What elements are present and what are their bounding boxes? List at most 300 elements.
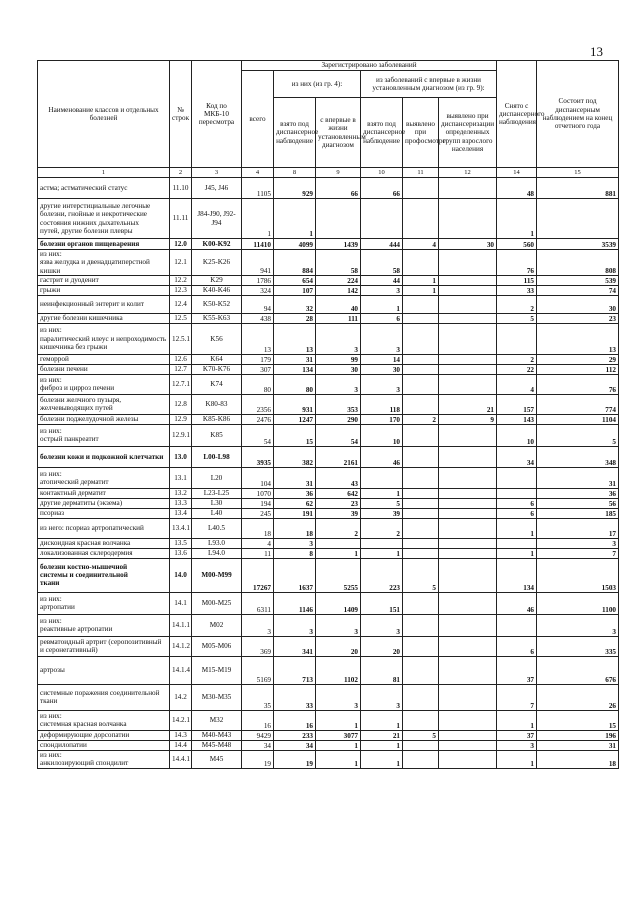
col-number: 9 bbox=[316, 168, 361, 178]
cell-c15: 1503 bbox=[537, 558, 619, 592]
table-row bbox=[38, 374, 619, 394]
cell-c11 bbox=[403, 467, 439, 488]
cell-c10: 170 bbox=[361, 414, 403, 424]
cell-c10: 10 bbox=[361, 424, 403, 446]
row-name: гастрит и дуоденит bbox=[38, 275, 170, 285]
table-row bbox=[38, 750, 619, 768]
table-row bbox=[38, 414, 619, 424]
cell-c14: 134 bbox=[497, 558, 537, 592]
cell-c11 bbox=[403, 518, 439, 538]
row-name: из них: фиброз и цирроз печени bbox=[38, 374, 170, 394]
cell-c8: 34 bbox=[274, 740, 316, 750]
cell-c14: 5 bbox=[497, 313, 537, 323]
header-registered: Зарегистрировано заболеваний bbox=[242, 61, 497, 71]
cell-c9 bbox=[316, 538, 361, 548]
cell-c11 bbox=[403, 295, 439, 313]
cell-c8: 8 bbox=[274, 548, 316, 558]
row-number: 14.1.2 bbox=[170, 636, 192, 656]
cell-c12 bbox=[439, 592, 497, 614]
cell-c9: 1 bbox=[316, 750, 361, 768]
cell-c14: 1 bbox=[497, 518, 537, 538]
cell-c9: 3077 bbox=[316, 730, 361, 740]
cell-c12 bbox=[439, 730, 497, 740]
cell-c10: 118 bbox=[361, 394, 403, 414]
cell-c12 bbox=[439, 684, 497, 710]
cell-c12 bbox=[439, 548, 497, 558]
cell-c14: 2 bbox=[497, 354, 537, 364]
disease-table bbox=[37, 60, 619, 769]
cell-c15: 774 bbox=[537, 394, 619, 414]
row-code: L40 bbox=[192, 508, 242, 518]
cell-c11 bbox=[403, 508, 439, 518]
cell-c8: 13 bbox=[274, 323, 316, 354]
cell-c11 bbox=[403, 750, 439, 768]
cell-c12 bbox=[439, 508, 497, 518]
cell-c11 bbox=[403, 498, 439, 508]
row-number: 13.4.1 bbox=[170, 518, 192, 538]
cell-c9: 2 bbox=[316, 518, 361, 538]
row-number: 12.4 bbox=[170, 295, 192, 313]
cell-c11 bbox=[403, 636, 439, 656]
row-name: грыжи bbox=[38, 285, 170, 295]
row-name: болезни желчного пузыря, желчевыводящих путей bbox=[38, 394, 170, 414]
cell-c11 bbox=[403, 354, 439, 364]
cell-c14 bbox=[497, 323, 537, 354]
cell-c10: 223 bbox=[361, 558, 403, 592]
row-name: из них: паралитический илеус и непроходимость кишечника без грыжи bbox=[38, 323, 170, 354]
table-row bbox=[38, 364, 619, 374]
row-number: 12.3 bbox=[170, 285, 192, 295]
header-of-them: из них (из гр. 4): bbox=[274, 71, 361, 98]
cell-c8: 1146 bbox=[274, 592, 316, 614]
row-number: 12.5.1 bbox=[170, 323, 192, 354]
row-number: 14.1.1 bbox=[170, 614, 192, 636]
cell-total: 3 bbox=[242, 614, 274, 636]
cell-c8: 107 bbox=[274, 285, 316, 295]
row-number: 12.0 bbox=[170, 239, 192, 250]
row-number: 14.2.1 bbox=[170, 710, 192, 730]
cell-c12 bbox=[439, 488, 497, 498]
header-row-no: № строк bbox=[170, 61, 192, 168]
cell-c12: 9 bbox=[439, 414, 497, 424]
row-number: 14.0 bbox=[170, 558, 192, 592]
cell-c12 bbox=[439, 313, 497, 323]
row-code: K85 bbox=[192, 424, 242, 446]
row-name: астма; астматический статус bbox=[38, 178, 170, 199]
cell-c15: 5 bbox=[537, 424, 619, 446]
cell-total: 324 bbox=[242, 285, 274, 295]
cell-c9: 224 bbox=[316, 275, 361, 285]
cell-c15: 1104 bbox=[537, 414, 619, 424]
cell-c10: 20 bbox=[361, 636, 403, 656]
header-first-time: из заболеваний с впервые в жизни установленным диагнозом (из гр. 9): bbox=[361, 71, 497, 98]
row-name: из них: анкилозирующий спондилит bbox=[38, 750, 170, 768]
row-name: ревматоидный артрит (серопозитивный и серонегативный) bbox=[38, 636, 170, 656]
cell-c10: 3 bbox=[361, 285, 403, 295]
table-row bbox=[38, 354, 619, 364]
row-name: из них: артропатии bbox=[38, 592, 170, 614]
cell-c8: 36 bbox=[274, 488, 316, 498]
row-code: M05-M06 bbox=[192, 636, 242, 656]
table-row bbox=[38, 239, 619, 250]
cell-c9: 1 bbox=[316, 710, 361, 730]
row-number: 13.0 bbox=[170, 446, 192, 467]
table-row bbox=[38, 558, 619, 592]
cell-c10: 6 bbox=[361, 313, 403, 323]
cell-c10: 81 bbox=[361, 656, 403, 684]
table-row bbox=[38, 250, 619, 276]
table-row bbox=[38, 275, 619, 285]
header-disp-taken2: взято под диспансерное наблюдение bbox=[361, 98, 403, 168]
table-row bbox=[38, 636, 619, 656]
cell-total: 6311 bbox=[242, 592, 274, 614]
cell-total: 80 bbox=[242, 374, 274, 394]
cell-c9 bbox=[316, 199, 361, 239]
cell-c12 bbox=[439, 275, 497, 285]
col-number: 4 bbox=[242, 168, 274, 178]
cell-c15: 3 bbox=[537, 538, 619, 548]
col-number: 8 bbox=[274, 168, 316, 178]
cell-c8: 28 bbox=[274, 313, 316, 323]
cell-c14: 1 bbox=[497, 548, 537, 558]
cell-c15: 31 bbox=[537, 740, 619, 750]
cell-total: 4 bbox=[242, 538, 274, 548]
cell-c8: 929 bbox=[274, 178, 316, 199]
cell-c8: 654 bbox=[274, 275, 316, 285]
cell-c12 bbox=[439, 285, 497, 295]
cell-c12 bbox=[439, 656, 497, 684]
row-name: другие болезни кишечника bbox=[38, 313, 170, 323]
cell-c8: 1 bbox=[274, 199, 316, 239]
cell-c9: 290 bbox=[316, 414, 361, 424]
cell-c11: 5 bbox=[403, 730, 439, 740]
column-numbers-row bbox=[38, 168, 619, 178]
cell-c8: 191 bbox=[274, 508, 316, 518]
cell-total: 11 bbox=[242, 548, 274, 558]
row-code: M45 bbox=[192, 750, 242, 768]
table-row bbox=[38, 323, 619, 354]
cell-c14: 115 bbox=[497, 275, 537, 285]
cell-c8: 31 bbox=[274, 467, 316, 488]
row-number: 14.1.4 bbox=[170, 656, 192, 684]
cell-c11 bbox=[403, 684, 439, 710]
cell-c12 bbox=[439, 354, 497, 364]
cell-c9: 111 bbox=[316, 313, 361, 323]
cell-c10: 21 bbox=[361, 730, 403, 740]
cell-c14: 6 bbox=[497, 498, 537, 508]
table-row bbox=[38, 684, 619, 710]
header-removed: Снято с диспансерного наблюдения bbox=[497, 61, 537, 168]
cell-c8: 62 bbox=[274, 498, 316, 508]
cell-c10: 66 bbox=[361, 178, 403, 199]
cell-c9: 1 bbox=[316, 740, 361, 750]
cell-c8: 1247 bbox=[274, 414, 316, 424]
row-number: 12.2 bbox=[170, 275, 192, 285]
cell-c8: 233 bbox=[274, 730, 316, 740]
cell-c14: 6 bbox=[497, 508, 537, 518]
cell-total: 54 bbox=[242, 424, 274, 446]
cell-c9: 1102 bbox=[316, 656, 361, 684]
cell-c15: 7 bbox=[537, 548, 619, 558]
col-number: 10 bbox=[361, 168, 403, 178]
row-code: K85-K86 bbox=[192, 414, 242, 424]
row-name: из них: системная красная волчанка bbox=[38, 710, 170, 730]
cell-c14: 34 bbox=[497, 446, 537, 467]
cell-c12: 30 bbox=[439, 239, 497, 250]
row-number: 13.6 bbox=[170, 548, 192, 558]
cell-c11 bbox=[403, 394, 439, 414]
cell-c14 bbox=[497, 488, 537, 498]
cell-c10: 1 bbox=[361, 740, 403, 750]
cell-c10: 39 bbox=[361, 508, 403, 518]
table-row bbox=[38, 313, 619, 323]
row-code: K40-K46 bbox=[192, 285, 242, 295]
row-number: 12.9.1 bbox=[170, 424, 192, 446]
table-row bbox=[38, 295, 619, 313]
cell-total: 2356 bbox=[242, 394, 274, 414]
cell-c14: 560 bbox=[497, 239, 537, 250]
cell-c8: 3 bbox=[274, 538, 316, 548]
table-row bbox=[38, 199, 619, 239]
cell-c10: 44 bbox=[361, 275, 403, 285]
header-found-disp: выявлено при диспансеризации определенных групп взрослого населения bbox=[439, 98, 497, 168]
cell-total: 194 bbox=[242, 498, 274, 508]
cell-c14: 1 bbox=[497, 710, 537, 730]
cell-c12 bbox=[439, 295, 497, 313]
row-number: 11.10 bbox=[170, 178, 192, 199]
header-name: Наименование классов и отдельных болезней bbox=[38, 61, 170, 168]
cell-c10 bbox=[361, 467, 403, 488]
header-disp-taken: взято под диспансерное наблюдение bbox=[274, 98, 316, 168]
row-name: болезни печени bbox=[38, 364, 170, 374]
table-row bbox=[38, 740, 619, 750]
cell-c9: 1439 bbox=[316, 239, 361, 250]
cell-total: 11410 bbox=[242, 239, 274, 250]
row-code: K80-83 bbox=[192, 394, 242, 414]
col-number: 1 bbox=[38, 168, 170, 178]
cell-c14: 76 bbox=[497, 250, 537, 276]
row-number: 12.7 bbox=[170, 364, 192, 374]
row-code: M00-M99 bbox=[192, 558, 242, 592]
col-number: 3 bbox=[192, 168, 242, 178]
cell-c15: 112 bbox=[537, 364, 619, 374]
row-number: 13.1 bbox=[170, 467, 192, 488]
table-row bbox=[38, 178, 619, 199]
table-row bbox=[38, 518, 619, 538]
row-code: M00-M25 bbox=[192, 592, 242, 614]
cell-c8: 19 bbox=[274, 750, 316, 768]
cell-c14: 143 bbox=[497, 414, 537, 424]
cell-c14: 48 bbox=[497, 178, 537, 199]
cell-c10: 1 bbox=[361, 488, 403, 498]
cell-total: 2476 bbox=[242, 414, 274, 424]
cell-c15: 3 bbox=[537, 614, 619, 636]
cell-c8: 931 bbox=[274, 394, 316, 414]
cell-c8: 382 bbox=[274, 446, 316, 467]
cell-c11 bbox=[403, 488, 439, 498]
row-number: 14.2 bbox=[170, 684, 192, 710]
cell-c14: 2 bbox=[497, 295, 537, 313]
cell-c15: 196 bbox=[537, 730, 619, 740]
cell-c15: 74 bbox=[537, 285, 619, 295]
cell-c8: 1637 bbox=[274, 558, 316, 592]
header-found-prof: выявлено при профосмотре bbox=[403, 98, 439, 168]
cell-total: 94 bbox=[242, 295, 274, 313]
row-name: болезни поджелудочной железы bbox=[38, 414, 170, 424]
cell-c15: 26 bbox=[537, 684, 619, 710]
table-row bbox=[38, 548, 619, 558]
row-number: 14.3 bbox=[170, 730, 192, 740]
cell-c8: 80 bbox=[274, 374, 316, 394]
cell-c14: 33 bbox=[497, 285, 537, 295]
cell-total: 1105 bbox=[242, 178, 274, 199]
row-code: J84-J90, J92-J94 bbox=[192, 199, 242, 239]
cell-total: 9429 bbox=[242, 730, 274, 740]
cell-c15: 36 bbox=[537, 488, 619, 498]
table-row bbox=[38, 498, 619, 508]
row-code: M15-M19 bbox=[192, 656, 242, 684]
cell-c11 bbox=[403, 313, 439, 323]
row-number: 12.9 bbox=[170, 414, 192, 424]
col-number: 11 bbox=[403, 168, 439, 178]
cell-c11: 1 bbox=[403, 275, 439, 285]
cell-c10: 444 bbox=[361, 239, 403, 250]
cell-c11 bbox=[403, 614, 439, 636]
row-name: локализованная склеродермия bbox=[38, 548, 170, 558]
cell-c9: 142 bbox=[316, 285, 361, 295]
cell-c11 bbox=[403, 710, 439, 730]
cell-total: 18 bbox=[242, 518, 274, 538]
cell-c12 bbox=[439, 199, 497, 239]
row-number: 14.4.1 bbox=[170, 750, 192, 768]
cell-c10: 3 bbox=[361, 323, 403, 354]
cell-c10 bbox=[361, 538, 403, 548]
col-number: 2 bbox=[170, 168, 192, 178]
cell-c11 bbox=[403, 250, 439, 276]
cell-c10: 2 bbox=[361, 518, 403, 538]
table-row bbox=[38, 508, 619, 518]
cell-c14: 46 bbox=[497, 592, 537, 614]
cell-c11 bbox=[403, 446, 439, 467]
cell-c12 bbox=[439, 250, 497, 276]
header-consist: Состоит под диспансерным наблюдением на конец отчетного года bbox=[537, 61, 619, 168]
cell-total: 13 bbox=[242, 323, 274, 354]
cell-c11 bbox=[403, 323, 439, 354]
cell-c14: 1 bbox=[497, 750, 537, 768]
cell-c10: 3 bbox=[361, 374, 403, 394]
row-number: 11.11 bbox=[170, 199, 192, 239]
row-code: L40.5 bbox=[192, 518, 242, 538]
row-code: K25-K26 bbox=[192, 250, 242, 276]
cell-c12 bbox=[439, 446, 497, 467]
cell-c8: 134 bbox=[274, 364, 316, 374]
col-number: 12 bbox=[439, 168, 497, 178]
cell-total: 179 bbox=[242, 354, 274, 364]
cell-c8: 884 bbox=[274, 250, 316, 276]
cell-c11 bbox=[403, 538, 439, 548]
cell-c15: 17 bbox=[537, 518, 619, 538]
cell-c15: 76 bbox=[537, 374, 619, 394]
table-row bbox=[38, 285, 619, 295]
cell-c10: 30 bbox=[361, 364, 403, 374]
cell-c15: 1100 bbox=[537, 592, 619, 614]
cell-c14: 22 bbox=[497, 364, 537, 374]
cell-c9: 54 bbox=[316, 424, 361, 446]
cell-c8: 16 bbox=[274, 710, 316, 730]
cell-c9: 3 bbox=[316, 374, 361, 394]
cell-c12 bbox=[439, 750, 497, 768]
row-code: L93.0 bbox=[192, 538, 242, 548]
cell-c15: 15 bbox=[537, 710, 619, 730]
row-code: L94.0 bbox=[192, 548, 242, 558]
row-name: деформирующие дорсопатии bbox=[38, 730, 170, 740]
cell-c15: 676 bbox=[537, 656, 619, 684]
cell-c11: 5 bbox=[403, 558, 439, 592]
cell-c9: 642 bbox=[316, 488, 361, 498]
row-name: из них: язва желудка и двенадцатиперстной кишки bbox=[38, 250, 170, 276]
row-number: 14.4 bbox=[170, 740, 192, 750]
row-code: J45, J46 bbox=[192, 178, 242, 199]
cell-c9: 23 bbox=[316, 498, 361, 508]
cell-c9: 3 bbox=[316, 614, 361, 636]
cell-c11 bbox=[403, 548, 439, 558]
cell-c15: 335 bbox=[537, 636, 619, 656]
cell-total: 16 bbox=[242, 710, 274, 730]
cell-c15: 808 bbox=[537, 250, 619, 276]
row-name: из них: атопический дерматит bbox=[38, 467, 170, 488]
cell-c10: 1 bbox=[361, 295, 403, 313]
row-name: болезни кожи и подкожной клетчатки bbox=[38, 446, 170, 467]
cell-c12 bbox=[439, 424, 497, 446]
cell-c12 bbox=[439, 558, 497, 592]
row-name: другие интерстициальные легочные болезни, гнойные и некротические состояния нижних дыхательных путей, другие болезни плевры bbox=[38, 199, 170, 239]
cell-c15: 3539 bbox=[537, 239, 619, 250]
cell-c9: 2161 bbox=[316, 446, 361, 467]
cell-c11 bbox=[403, 364, 439, 374]
cell-c11 bbox=[403, 656, 439, 684]
cell-c12 bbox=[439, 614, 497, 636]
row-name: из них: острый панкреатит bbox=[38, 424, 170, 446]
cell-total: 17267 bbox=[242, 558, 274, 592]
table-row bbox=[38, 424, 619, 446]
cell-c14: 37 bbox=[497, 730, 537, 740]
row-name: неинфекционный энтерит и колит bbox=[38, 295, 170, 313]
cell-c14 bbox=[497, 614, 537, 636]
cell-c11: 1 bbox=[403, 285, 439, 295]
page-number: 13 bbox=[590, 44, 603, 59]
cell-c9: 43 bbox=[316, 467, 361, 488]
row-number: 13.4 bbox=[170, 508, 192, 518]
cell-c15: 56 bbox=[537, 498, 619, 508]
cell-c10: 3 bbox=[361, 684, 403, 710]
table-row bbox=[38, 394, 619, 414]
row-name: спондилопатии bbox=[38, 740, 170, 750]
cell-total: 35 bbox=[242, 684, 274, 710]
cell-c12 bbox=[439, 498, 497, 508]
row-code: L23-L25 bbox=[192, 488, 242, 498]
row-code: M32 bbox=[192, 710, 242, 730]
cell-c15: 23 bbox=[537, 313, 619, 323]
cell-c14: 157 bbox=[497, 394, 537, 414]
row-name: геморрой bbox=[38, 354, 170, 364]
cell-total: 34 bbox=[242, 740, 274, 750]
cell-c10: 1 bbox=[361, 710, 403, 730]
cell-c8: 31 bbox=[274, 354, 316, 364]
table-row bbox=[38, 710, 619, 730]
row-code: K29 bbox=[192, 275, 242, 285]
cell-c9: 99 bbox=[316, 354, 361, 364]
row-number: 12.5 bbox=[170, 313, 192, 323]
